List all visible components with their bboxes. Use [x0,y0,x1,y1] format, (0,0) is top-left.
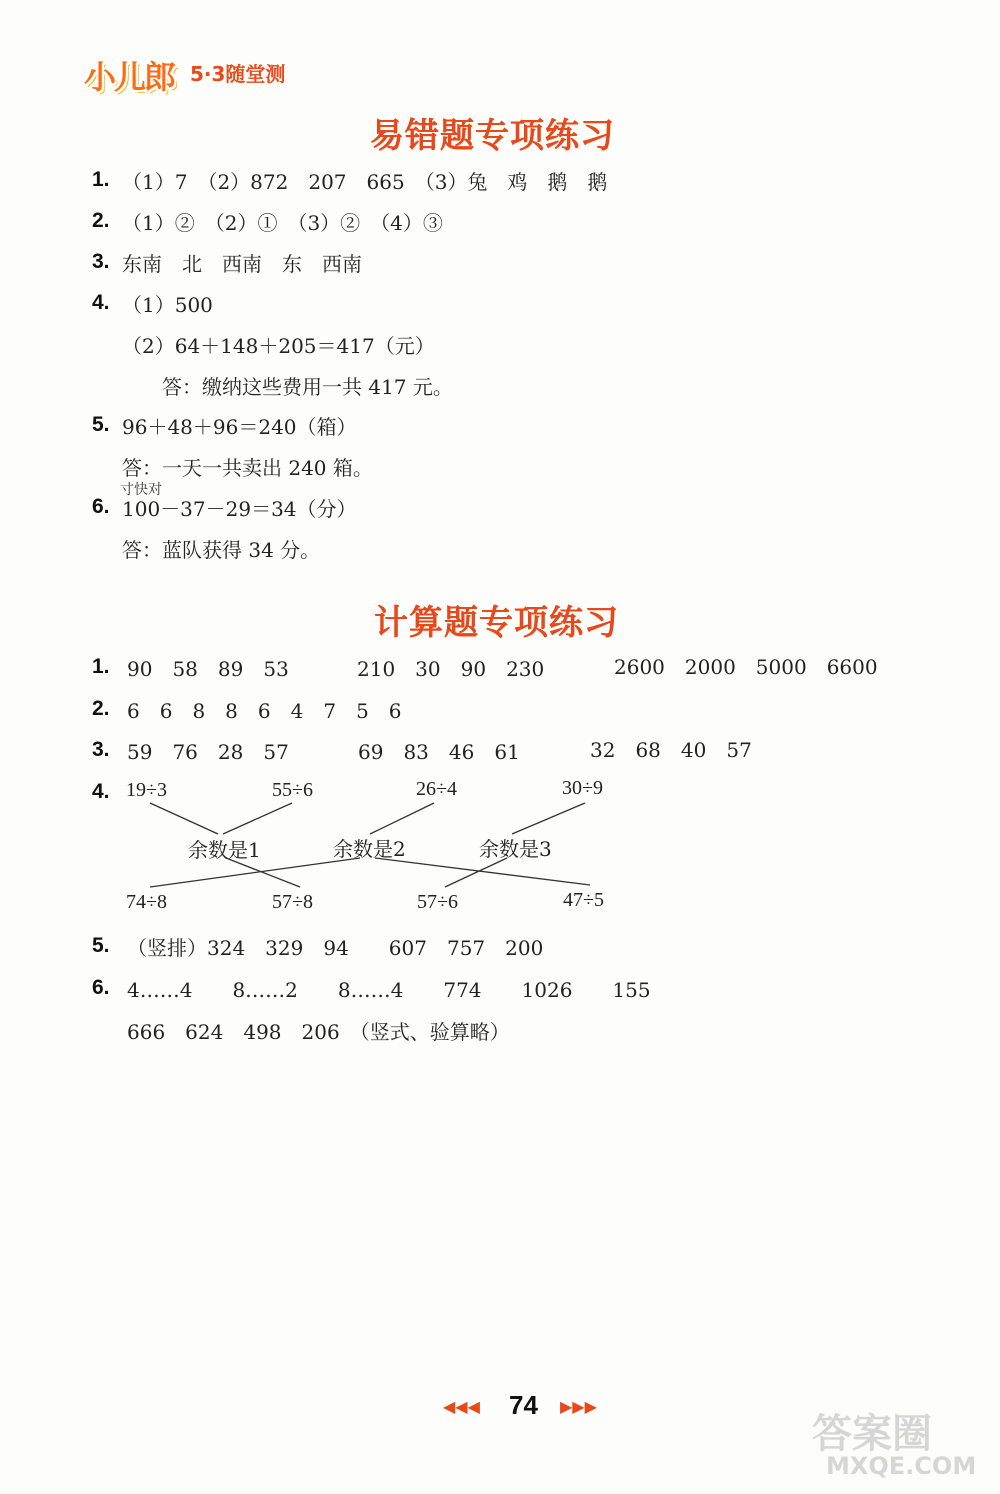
remainder-label: 余数是1 [188,838,261,862]
brand-logo: 小儿郎 [84,58,175,96]
match-line [445,858,507,887]
question-number: 1. [92,655,110,678]
page-number: 74 [509,1390,538,1420]
question-number: 6. [92,495,110,518]
answer-line: （1）② （2）① （3）② （4）③ [122,211,443,235]
answer-group: 69 83 46 61 [358,740,520,764]
watermark-url: MXQE.COM [826,1452,977,1480]
remainder-label: 余数是3 [479,837,552,861]
watermark-logo: 答案圈 [812,1411,932,1457]
question-number: 2. [92,697,110,720]
division-expression: 26÷4 [416,778,457,800]
question-number: 3. [92,738,110,761]
answer-group: 210 30 90 230 [357,657,545,681]
match-line [512,803,585,834]
division-expression: 57÷6 [417,891,458,913]
division-expression: 57÷8 [272,891,313,913]
question-number: 5. [92,413,110,436]
question-number: 4. [92,291,110,314]
division-expression: 30÷9 [562,777,603,799]
match-line [375,858,590,885]
question-number: 2. [92,209,110,232]
question-number: 4. [92,780,110,803]
division-expression: 55÷6 [272,779,313,801]
left-arrows-icon: ◀◀◀ [443,1397,480,1416]
answer-group: 90 58 89 53 [127,657,289,681]
answer-line: 答：蓝队获得 34 分。 [122,538,321,562]
right-arrows-icon: ▶▶▶ [560,1397,597,1416]
question-number: 6. [92,976,110,999]
answer-group: 32 68 40 57 [590,738,752,762]
remainder-label: 余数是2 [333,837,406,861]
answer-group: 2600 2000 5000 6600 [614,655,878,679]
stamp-mark: 寸快对 [120,482,162,498]
division-expression: 19÷3 [126,779,167,801]
division-expression: 47÷5 [563,889,604,911]
question-number: 1. [92,168,110,191]
answer-line: 4……4 8……2 8……4 774 1026 155 [127,978,651,1002]
answer-line: （竖排）324 329 94 607 757 200 [127,936,544,960]
answer-line: 答：一天一共卖出 240 箱。 [122,456,373,480]
match-line [223,803,292,834]
answer-line: 666 624 498 206 （竖式、验算略） [127,1020,510,1044]
answer-line: （1）500 [122,293,213,317]
match-line [370,803,434,834]
answer-line: （1）7 （2）872 207 665 （3）兔 鸡 鹅 鹅 [122,170,608,194]
brand-subtitle: 5·3随堂测 [190,62,286,86]
division-expression: 74÷8 [126,891,167,913]
answer-line: （2）64＋148＋205＝417（元） [122,334,435,358]
answer-line: 东南 北 西南 东 西南 [122,252,362,276]
answer-line: 6 6 8 8 6 4 7 5 6 [127,699,402,723]
question-number: 3. [92,250,110,273]
answer-line: 100－37－29＝34（分） [122,497,357,521]
section-title-calculation: 计算题专项练习 [374,603,619,643]
answer-line: 答：缴纳这些费用一共 417 元。 [162,375,453,399]
match-line [150,803,218,834]
answer-group: 59 76 28 57 [127,740,289,764]
question-number: 5. [92,934,110,957]
section-title-error-prone: 易错题专项练习 [370,116,615,156]
answer-line: 96＋48＋96＝240（箱） [122,415,357,439]
